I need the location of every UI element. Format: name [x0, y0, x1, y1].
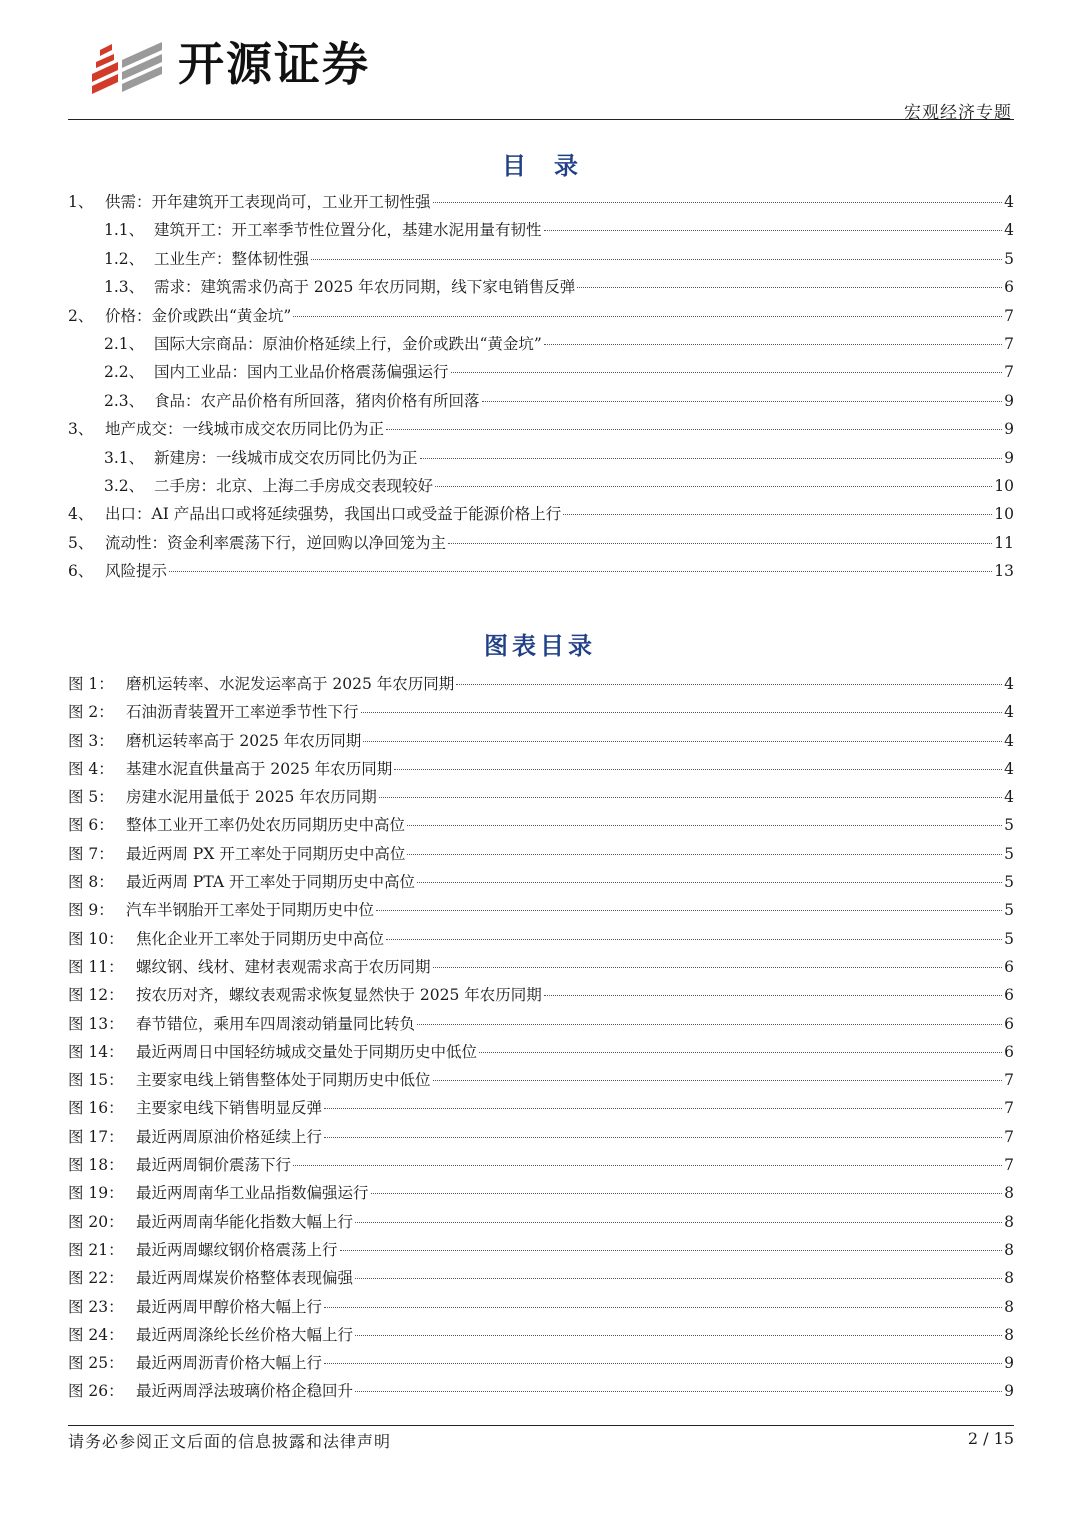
dot-leader: [482, 401, 1002, 402]
entry-page-number: 5: [1004, 873, 1014, 892]
toc-list: [68, 190, 1014, 587]
figure-entry[interactable]: [68, 1096, 1014, 1124]
entry-title: 国际大宗商品：原油价格延续上行，金价或跌出“黄金坑”: [154, 334, 542, 353]
dot-leader: [479, 1052, 1002, 1053]
entry-page-number: 5: [1004, 929, 1014, 948]
figure-entry[interactable]: [68, 1238, 1014, 1266]
entry-page-number: 4: [1004, 221, 1014, 240]
entry-page-number: 10: [994, 505, 1014, 524]
entry-title: 磨机运转率、水泥发运率高于 2025 年农历同期: [126, 675, 455, 693]
toc-entry[interactable]: [68, 218, 1014, 246]
entry-number: 3.1、: [104, 448, 145, 467]
entry-page-number: 10: [994, 476, 1014, 495]
figure-entry[interactable]: [68, 1323, 1014, 1351]
figure-entry[interactable]: [68, 870, 1014, 898]
entry-number: 图 26：: [68, 1382, 124, 1401]
entry-number: 图 24：: [68, 1325, 124, 1344]
figure-entry[interactable]: [68, 700, 1014, 728]
entry-page-number: 8: [1004, 1184, 1014, 1203]
entry-title: 基建水泥直供量高于 2025 年农历同期: [126, 759, 393, 778]
figure-entry[interactable]: [68, 1295, 1014, 1323]
entry-number: 3.2、: [104, 476, 145, 495]
entry-page-number: 7: [1004, 306, 1014, 325]
entry-number: 2.1、: [104, 334, 145, 353]
entry-page-number: 4: [1004, 731, 1014, 750]
page-number: 2 / 15: [967, 1429, 1014, 1448]
entry-number: 图 6：: [68, 816, 114, 835]
entry-title: 最近两周原油价格延续上行: [136, 1127, 323, 1146]
entry-title: 价格：金价或跌出“黄金坑”: [105, 306, 292, 325]
entry-title: 磨机运转率高于 2025 年农历同期: [126, 731, 362, 750]
entry-page-number: 4: [1004, 675, 1014, 693]
entry-page-number: 4: [1004, 193, 1014, 211]
entry-number: 1.3、: [104, 278, 145, 297]
figure-list-title: 图表目录: [484, 631, 596, 660]
figure-entry[interactable]: [68, 1210, 1014, 1238]
figure-entry[interactable]: [68, 1125, 1014, 1153]
entry-title: 二手房：北京、上海二手房成交表现较好: [154, 476, 434, 495]
entry-number: 图 17：: [68, 1127, 124, 1146]
entry-number: 2.3、: [104, 391, 145, 410]
dot-leader: [407, 854, 1002, 855]
entry-number: 图 23：: [68, 1297, 124, 1316]
entry-title: 最近两周甲醇价格大幅上行: [136, 1297, 323, 1316]
toc-entry[interactable]: [68, 446, 1014, 474]
entry-number: 2.2、: [104, 363, 145, 382]
entry-page-number: 4: [1004, 759, 1014, 778]
dot-leader: [577, 287, 1002, 288]
toc-entry[interactable]: [68, 332, 1014, 360]
figure-entry[interactable]: [68, 1068, 1014, 1096]
entry-title: 出口：AI 产品出口或将延续强势，我国出口或受益于能源价格上行: [105, 505, 562, 524]
figure-entry[interactable]: [68, 1040, 1014, 1068]
entry-number: 图 13：: [68, 1014, 124, 1033]
figure-entry[interactable]: [68, 927, 1014, 955]
dot-leader: [544, 344, 1002, 345]
dot-leader: [324, 1307, 1002, 1308]
entry-number: 图 11：: [68, 957, 124, 976]
entry-title: 整体工业开工率仍处农历同期历史中高位: [126, 816, 406, 835]
figure-entry[interactable]: [68, 1012, 1014, 1040]
entry-number: 图 10：: [68, 929, 124, 948]
entry-page-number: 8: [1004, 1297, 1014, 1316]
entry-page-number: 7: [1004, 1099, 1014, 1118]
entry-page-number: 6: [1004, 1014, 1014, 1033]
report-type: 宏观经济专题: [904, 103, 1012, 123]
figure-entry[interactable]: [68, 1153, 1014, 1181]
figure-entry[interactable]: [68, 1351, 1014, 1379]
entry-number: 图 5：: [68, 788, 114, 807]
figure-entry[interactable]: [68, 672, 1014, 700]
entry-title: 工业生产：整体韧性强: [154, 249, 310, 268]
figure-entry[interactable]: [68, 842, 1014, 870]
dot-leader: [451, 372, 1002, 373]
dot-leader: [355, 1278, 1002, 1279]
entry-page-number: 4: [1004, 703, 1014, 722]
entry-title: 房建水泥用量低于 2025 年农历同期: [126, 788, 377, 807]
entry-number: 图 12：: [68, 986, 124, 1005]
toc-title: 目录: [502, 151, 606, 180]
entry-page-number: 8: [1004, 1325, 1014, 1344]
figure-entry[interactable]: [68, 729, 1014, 757]
entry-title: 流动性：资金利率震荡下行，逆回购以净回笼为主: [105, 533, 447, 552]
entry-page-number: 6: [1004, 986, 1014, 1005]
dot-leader: [456, 684, 1002, 685]
entry-title: 最近两周南华能化指数大幅上行: [136, 1212, 354, 1231]
entry-number: 图 14：: [68, 1042, 124, 1061]
entry-page-number: 9: [1004, 391, 1014, 410]
figure-entry[interactable]: [68, 1181, 1014, 1209]
entry-number: 1.1、: [104, 221, 145, 240]
dot-leader: [379, 797, 1002, 798]
entry-title: 主要家电线上销售整体处于同期历史中低位: [136, 1071, 431, 1090]
entry-page-number: 9: [1004, 420, 1014, 439]
dot-leader: [376, 910, 1002, 911]
entry-number: 4、: [68, 505, 94, 524]
entry-page-number: 9: [1004, 448, 1014, 467]
dot-leader: [311, 259, 1002, 260]
entry-number: 图 8：: [68, 873, 114, 892]
entry-page-number: 6: [1004, 1042, 1014, 1061]
entry-page-number: 11: [994, 533, 1014, 552]
dot-leader: [324, 1363, 1002, 1364]
entry-number: 图 19：: [68, 1184, 124, 1203]
entry-title: 主要家电线下销售明显反弹: [136, 1099, 323, 1118]
entry-number: 1、: [68, 193, 94, 211]
entry-title: 最近两周南华工业品指数偏强运行: [136, 1184, 369, 1203]
entry-number: 图 3：: [68, 731, 114, 750]
kaiyuan-logo-icon: [88, 34, 168, 98]
entry-page-number: 6: [1004, 957, 1014, 976]
entry-page-number: 9: [1004, 1382, 1014, 1401]
toc-entry[interactable]: [68, 190, 1014, 218]
dot-leader: [386, 939, 1002, 940]
page-header: [0, 0, 1080, 122]
toc-entry[interactable]: [68, 417, 1014, 445]
toc-entry[interactable]: [68, 389, 1014, 417]
entry-title: 风险提示: [105, 562, 168, 581]
figure-entry[interactable]: [68, 1379, 1014, 1407]
entry-number: 2、: [68, 306, 94, 325]
figure-entry[interactable]: [68, 757, 1014, 785]
entry-title: 最近两周 PTA 开工率处于同期历史中高位: [126, 873, 415, 892]
entry-title: 按农历对齐，螺纹表观需求恢复显然快于 2025 年农历同期: [136, 986, 542, 1005]
dot-leader: [563, 514, 992, 515]
dot-leader: [324, 1108, 1002, 1109]
header-divider: [68, 119, 1014, 120]
dot-leader: [363, 741, 1002, 742]
toc-entry[interactable]: [68, 531, 1014, 559]
entry-title: 最近两周日中国轻纺城成交量处于同期历史中低位: [136, 1042, 478, 1061]
dot-leader: [394, 769, 1002, 770]
figure-entry[interactable]: [68, 1266, 1014, 1294]
dot-leader: [433, 1080, 1002, 1081]
entry-title: 国内工业品：国内工业品价格震荡偏强运行: [154, 363, 449, 382]
entry-number: 图 18：: [68, 1156, 124, 1175]
dot-leader: [407, 825, 1002, 826]
entry-title: 最近两周煤炭价格整体表现偏强: [136, 1269, 354, 1288]
entry-title: 春节错位，乘用车四周滚动销量同比转负: [136, 1014, 416, 1033]
entry-number: 5、: [68, 533, 94, 552]
entry-title: 最近两周浮法玻璃价格企稳回升: [136, 1382, 354, 1401]
figure-entry[interactable]: [68, 898, 1014, 926]
toc-entry[interactable]: [68, 360, 1014, 388]
dot-leader: [435, 486, 992, 487]
dot-leader: [355, 1335, 1002, 1336]
entry-page-number: 7: [1004, 363, 1014, 382]
entry-number: 图 22：: [68, 1269, 124, 1288]
dot-leader: [448, 543, 992, 544]
entry-number: 图 9：: [68, 901, 114, 920]
entry-number: 图 4：: [68, 759, 114, 778]
dot-leader: [340, 1250, 1002, 1251]
entry-page-number: 5: [1004, 844, 1014, 863]
toc-entry[interactable]: [68, 559, 1014, 587]
entry-title: 最近两周 PX 开工率处于同期历史中高位: [126, 844, 406, 863]
entry-title: 建筑开工：开工率季节性位置分化，基建水泥用量有韧性: [154, 221, 542, 240]
dot-leader: [386, 429, 1002, 430]
toc-entry[interactable]: [68, 247, 1014, 275]
entry-title: 需求：建筑需求仍高于 2025 年农历同期，线下家电销售反弹: [154, 278, 576, 297]
entry-title: 地产成交：一线城市成交农历同比仍为正: [105, 420, 385, 439]
entry-number: 6、: [68, 562, 94, 581]
entry-page-number: 5: [1004, 901, 1014, 920]
entry-number: 3、: [68, 420, 94, 439]
dot-leader: [433, 967, 1002, 968]
dot-leader: [355, 1391, 1002, 1392]
toc-entry[interactable]: [68, 275, 1014, 303]
entry-title: 最近两周涤纶长丝价格大幅上行: [136, 1325, 354, 1344]
entry-title: 供需：开年建筑开工表现尚可，工业开工韧性强: [105, 193, 431, 211]
entry-number: 1.2、: [104, 249, 145, 268]
figure-entry[interactable]: [68, 785, 1014, 813]
dot-leader: [169, 571, 992, 572]
dot-leader: [371, 1193, 1002, 1194]
entry-number: 图 25：: [68, 1354, 124, 1373]
entry-title: 汽车半钢胎开工率处于同期历史中位: [126, 901, 375, 920]
entry-page-number: 7: [1004, 1127, 1014, 1146]
dot-leader: [361, 712, 1002, 713]
entry-page-number: 7: [1004, 1156, 1014, 1175]
dot-leader: [293, 1165, 1002, 1166]
dot-leader: [420, 458, 1002, 459]
brand-name: 开源证券: [178, 37, 370, 91]
entry-page-number: 9: [1004, 1354, 1014, 1373]
entry-title: 石油沥青装置开工率逆季节性下行: [126, 703, 359, 722]
entry-page-number: 13: [994, 562, 1014, 581]
figure-list: [68, 672, 1014, 1408]
entry-page-number: 8: [1004, 1269, 1014, 1288]
entry-number: 图 7：: [68, 844, 114, 863]
entry-title: 食品：农产品价格有所回落，猪肉价格有所回落: [154, 391, 480, 410]
dot-leader: [324, 1137, 1002, 1138]
entry-title: 焦化企业开工率处于同期历史中高位: [136, 929, 385, 948]
entry-page-number: 5: [1004, 816, 1014, 835]
entry-page-number: 8: [1004, 1212, 1014, 1231]
entry-number: 图 21：: [68, 1240, 124, 1259]
dot-leader: [544, 230, 1002, 231]
entry-title: 螺纹钢、线材、建材表观需求高于农历同期: [136, 957, 431, 976]
figure-entry[interactable]: [68, 983, 1014, 1011]
figure-entry[interactable]: [68, 955, 1014, 983]
footer-disclaimer: 请务必参阅正文后面的信息披露和法律声明: [68, 1432, 392, 1451]
entry-title: 最近两周螺纹钢价格震荡上行: [136, 1240, 338, 1259]
figure-entry[interactable]: [68, 813, 1014, 841]
entry-number: 图 15：: [68, 1071, 124, 1090]
entry-page-number: 5: [1004, 249, 1014, 268]
entry-page-number: 6: [1004, 278, 1014, 297]
dot-leader: [355, 1222, 1002, 1223]
entry-page-number: 7: [1004, 334, 1014, 353]
entry-page-number: 4: [1004, 788, 1014, 807]
entry-number: 图 1：: [68, 675, 114, 693]
dot-leader: [544, 995, 1002, 996]
dot-leader: [433, 202, 1002, 203]
entry-title: 最近两周沥青价格大幅上行: [136, 1354, 323, 1373]
toc-entry[interactable]: [68, 304, 1014, 332]
entry-page-number: 8: [1004, 1240, 1014, 1259]
entry-title: 最近两周铜价震荡下行: [136, 1156, 292, 1175]
entry-number: 图 2：: [68, 703, 114, 722]
footer-divider: [68, 1425, 1014, 1426]
entry-number: 图 20：: [68, 1212, 124, 1231]
entry-number: 图 16：: [68, 1099, 124, 1118]
toc-entry[interactable]: [68, 502, 1014, 530]
entry-title: 新建房：一线城市成交农历同比仍为正: [154, 448, 418, 467]
toc-entry[interactable]: [68, 474, 1014, 502]
entry-page-number: 7: [1004, 1071, 1014, 1090]
dot-leader: [293, 316, 1002, 317]
dot-leader: [417, 1024, 1002, 1025]
dot-leader: [417, 882, 1002, 883]
